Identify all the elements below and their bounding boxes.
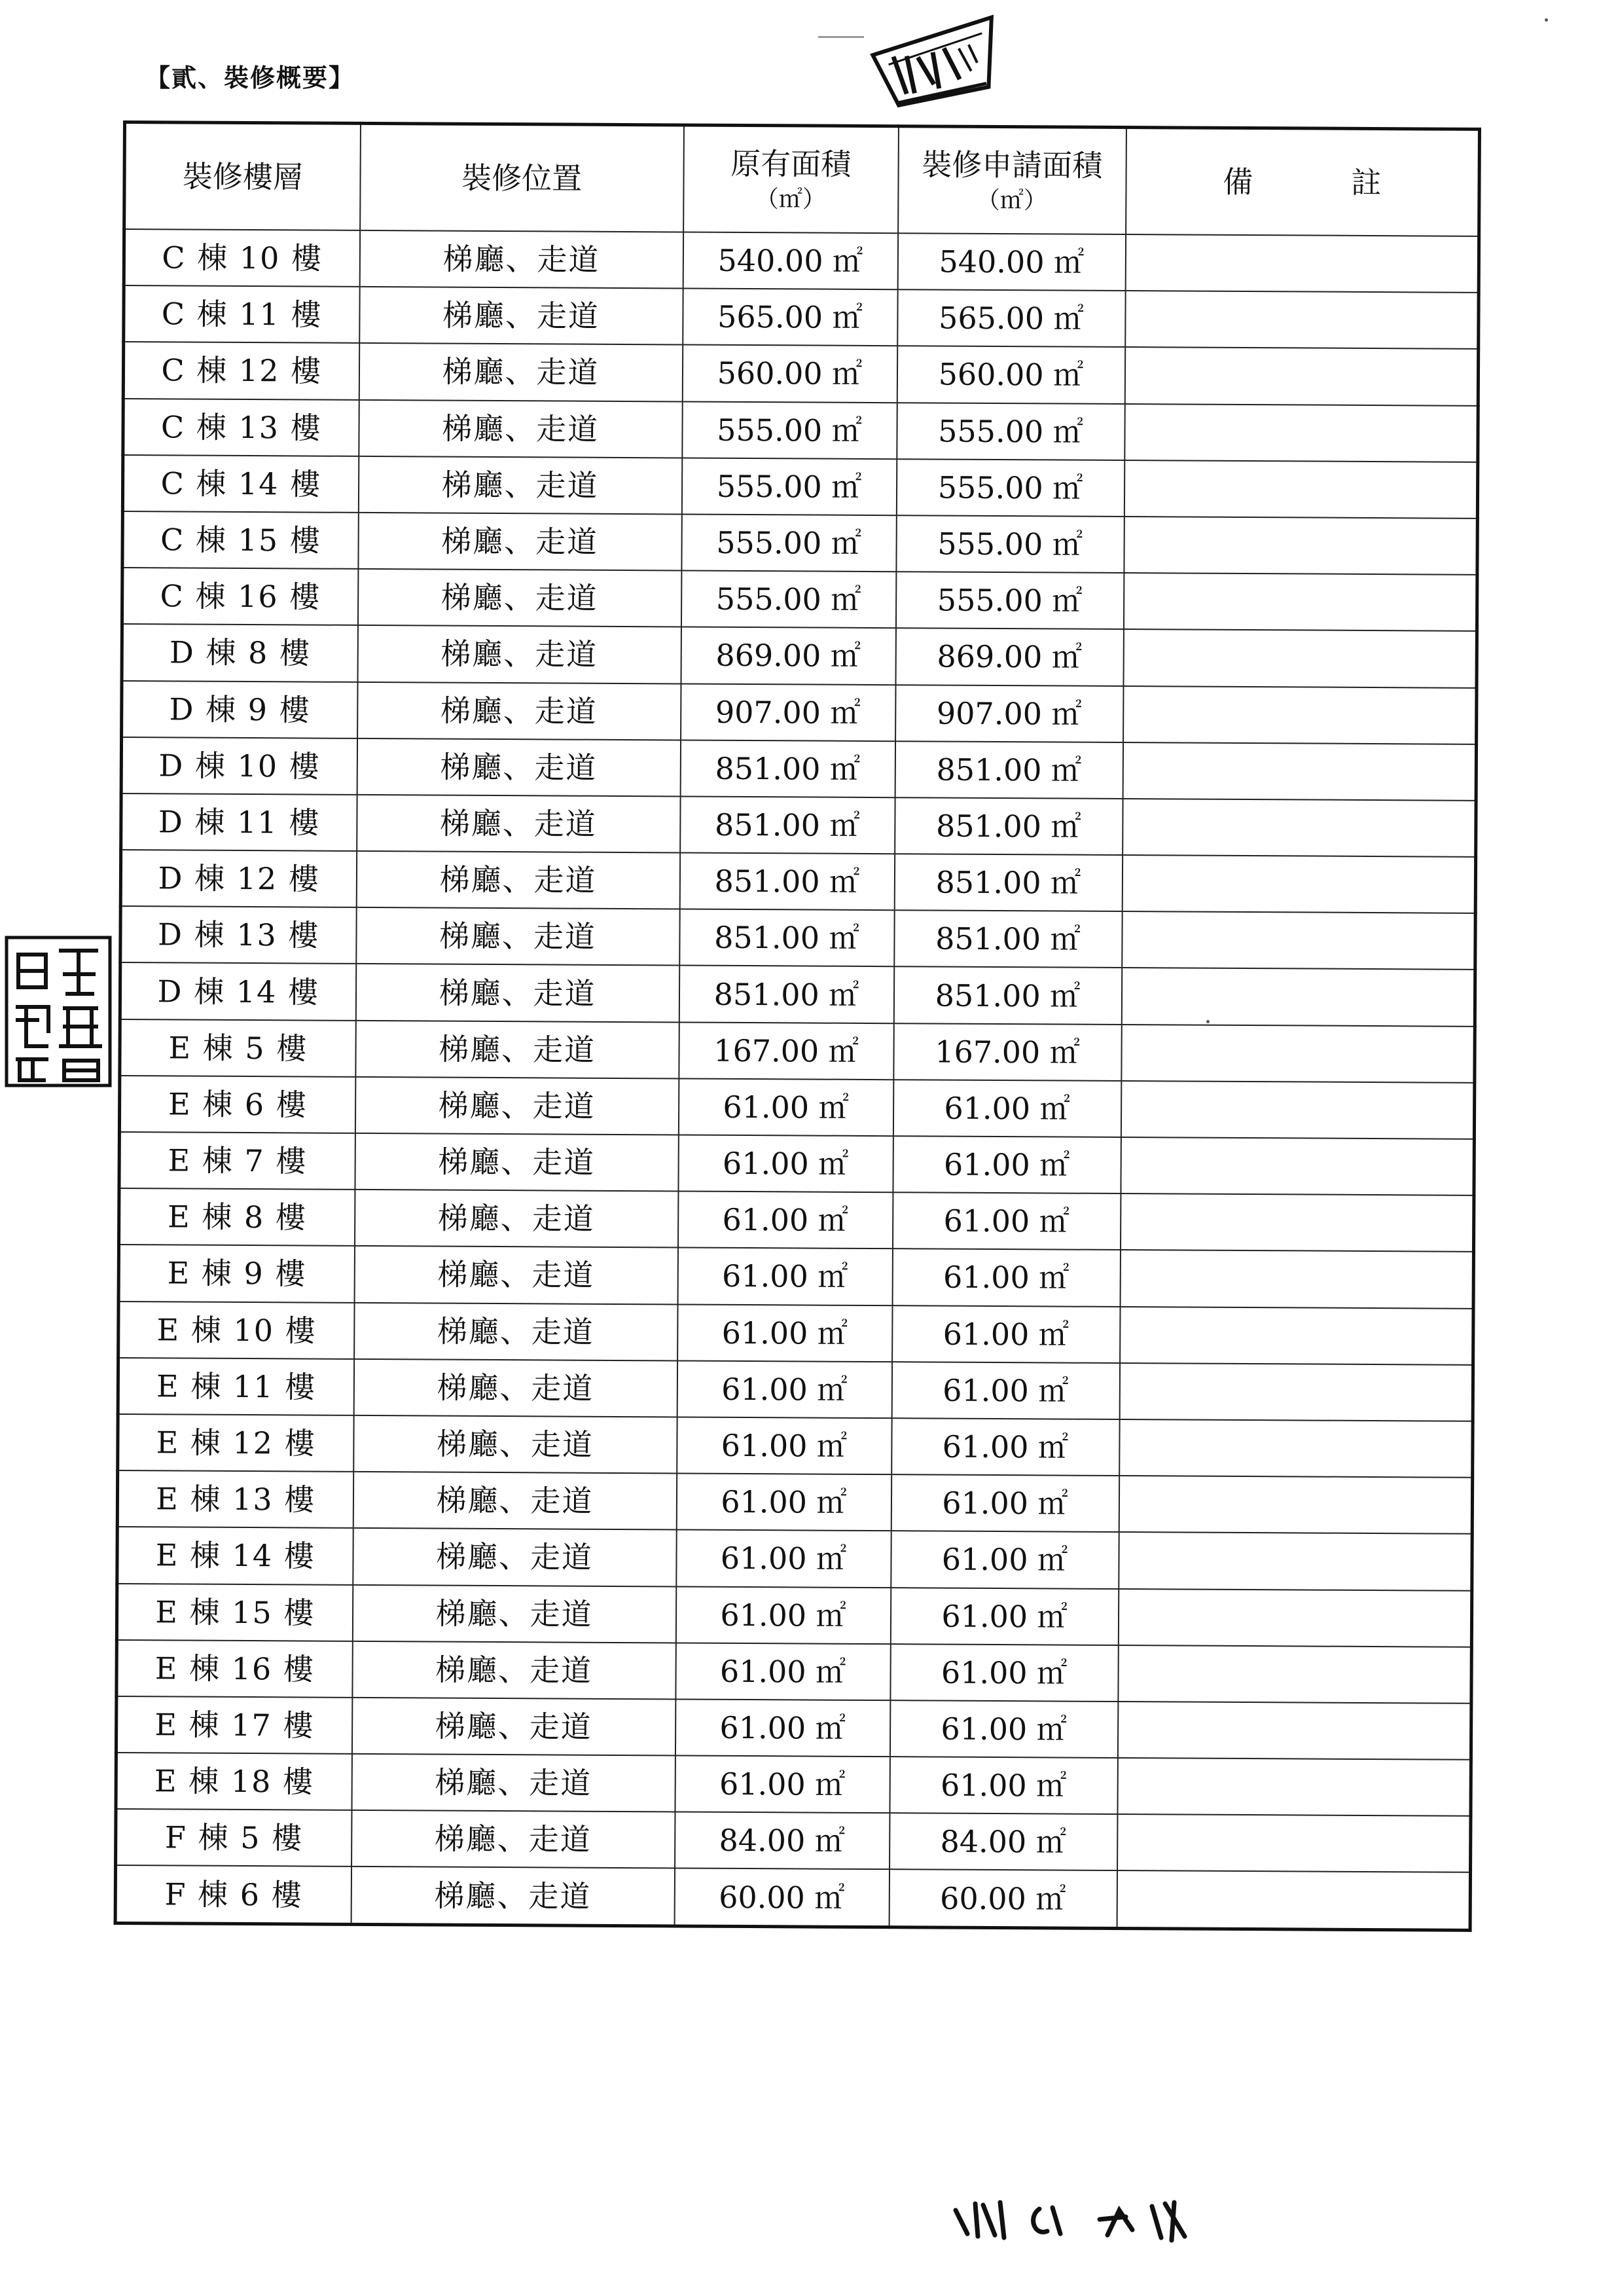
position-cell: 梯廳、走道 — [354, 1302, 677, 1360]
floor-cell: E 棟 11 樓 — [118, 1358, 353, 1415]
floor-cell: C 棟 11 樓 — [124, 285, 359, 343]
applied-area-cell: 907.00 ㎡ — [895, 685, 1123, 742]
position-cell: 梯廳、走道 — [359, 399, 682, 458]
applied-area-cell: 61.00 ㎡ — [890, 1588, 1118, 1645]
remarks-cell — [1125, 291, 1479, 349]
applied-area-cell: 61.00 ㎡ — [890, 1700, 1117, 1758]
floor-cell: D 棟 13 樓 — [120, 906, 356, 964]
table-row — [115, 1865, 1470, 1930]
original-area-cell: 61.00 ㎡ — [676, 1530, 891, 1588]
position-cell: 梯廳、走道 — [353, 1359, 677, 1417]
original-area-cell: 61.00 ㎡ — [675, 1643, 890, 1700]
table-row — [122, 455, 1477, 519]
floor-cell: C 棟 14 樓 — [122, 455, 358, 513]
floor-cell: E 棟 6 樓 — [119, 1076, 355, 1133]
position-cell: 梯廳、走道 — [359, 343, 682, 401]
original-area-cell: 60.00 ㎡ — [674, 1868, 889, 1927]
position-cell: 梯廳、走道 — [351, 1754, 675, 1812]
original-area-cell: 565.00 ㎡ — [683, 289, 897, 346]
header-original-area-unit: （㎡） — [755, 185, 826, 213]
position-cell: 梯廳、走道 — [358, 513, 681, 571]
floor-cell: F 棟 6 樓 — [115, 1865, 351, 1924]
remarks-cell — [1121, 1081, 1474, 1139]
floor-cell: E 棟 7 樓 — [119, 1132, 355, 1190]
original-area-cell: 907.00 ㎡ — [681, 683, 895, 741]
remarks-cell — [1123, 573, 1477, 631]
header-floor: 裝修樓層 — [124, 122, 361, 230]
applied-area-cell: 555.00 ㎡ — [896, 459, 1124, 517]
remarks-cell — [1123, 686, 1477, 744]
floor-cell: C 棟 13 樓 — [123, 399, 359, 456]
table-row — [118, 1358, 1473, 1421]
position-cell: 梯廳、走道 — [355, 1021, 679, 1079]
original-area-cell: 555.00 ㎡ — [681, 458, 896, 515]
renovation-summary-table — [114, 120, 1481, 1931]
remarks-cell — [1123, 629, 1477, 687]
position-cell: 梯廳、走道 — [359, 230, 683, 289]
applied-area-cell: 84.00 ㎡ — [890, 1813, 1117, 1870]
position-cell: 梯廳、走道 — [355, 1077, 678, 1135]
applied-area-cell: 869.00 ㎡ — [895, 629, 1123, 686]
table-row — [121, 737, 1476, 801]
position-cell: 梯廳、走道 — [353, 1528, 676, 1586]
remarks-cell — [1119, 1419, 1473, 1478]
table-row — [118, 1245, 1473, 1308]
floor-cell: E 棟 5 樓 — [120, 1019, 355, 1077]
table-row — [124, 229, 1479, 293]
position-cell: 梯廳、走道 — [357, 682, 681, 740]
table-row — [123, 342, 1478, 405]
original-area-cell: 61.00 ㎡ — [675, 1699, 890, 1757]
position-cell: 梯廳、走道 — [351, 1698, 675, 1756]
scan-speck — [1206, 1020, 1210, 1023]
table-body — [115, 229, 1479, 1930]
original-area-cell: 61.00 ㎡ — [677, 1360, 891, 1418]
floor-cell: E 棟 8 樓 — [119, 1188, 355, 1246]
table-row — [119, 1076, 1474, 1139]
position-cell: 梯廳、走道 — [357, 569, 681, 627]
remarks-cell — [1120, 1307, 1473, 1365]
applied-area-cell: 555.00 ㎡ — [896, 515, 1124, 573]
table-row — [116, 1809, 1471, 1872]
original-area-cell: 851.00 ㎡ — [679, 853, 894, 911]
table-row — [119, 1132, 1474, 1195]
remarks-cell — [1117, 1814, 1471, 1872]
floor-cell: D 棟 10 樓 — [121, 737, 357, 795]
table-row — [122, 624, 1477, 687]
floor-cell: E 棟 9 樓 — [118, 1245, 354, 1302]
position-cell: 梯廳、走道 — [355, 1190, 678, 1248]
remarks-cell — [1122, 911, 1475, 970]
position-cell: 梯廳、走道 — [351, 1867, 674, 1925]
position-cell: 梯廳、走道 — [355, 964, 679, 1022]
table-row — [117, 1470, 1472, 1534]
table-row — [117, 1640, 1471, 1704]
original-area-cell: 851.00 ㎡ — [679, 909, 894, 967]
floor-cell: E 棟 16 樓 — [117, 1640, 352, 1698]
floor-cell: C 棟 10 樓 — [124, 229, 359, 287]
original-area-cell: 84.00 ㎡ — [675, 1812, 890, 1870]
header-original-area: 原有面積 （㎡） — [683, 125, 899, 233]
table-row — [124, 285, 1479, 349]
original-area-cell: 555.00 ㎡ — [682, 401, 897, 459]
applied-area-cell: 851.00 ㎡ — [895, 741, 1123, 799]
remarks-cell — [1118, 1588, 1471, 1647]
original-area-cell: 61.00 ㎡ — [677, 1417, 891, 1474]
position-cell: 梯廳、走道 — [355, 1133, 678, 1192]
table-row — [118, 1302, 1473, 1365]
remarks-cell — [1124, 404, 1478, 462]
position-cell: 梯廳、走道 — [352, 1584, 675, 1643]
remarks-cell — [1123, 742, 1476, 801]
floor-cell: C 棟 15 樓 — [122, 511, 358, 569]
original-area-cell: 61.00 ㎡ — [678, 1078, 893, 1136]
table-row — [118, 1414, 1473, 1478]
remarks-cell — [1121, 1137, 1474, 1195]
position-cell: 梯廳、走道 — [359, 287, 683, 345]
floor-cell: D 棟 9 樓 — [122, 681, 357, 738]
original-area-cell: 61.00 ㎡ — [677, 1248, 892, 1305]
table-row — [120, 1019, 1475, 1083]
position-cell: 梯廳、走道 — [352, 1641, 675, 1700]
applied-area-cell: 61.00 ㎡ — [892, 1305, 1120, 1363]
original-area-cell: 555.00 ㎡ — [681, 514, 896, 572]
applied-area-cell: 61.00 ㎡ — [893, 1080, 1121, 1137]
position-cell: 梯廳、走道 — [353, 1472, 676, 1530]
position-cell: 梯廳、走道 — [358, 456, 681, 515]
scan-speck — [1545, 18, 1548, 22]
scan-fold-mark — [818, 36, 864, 38]
original-area-cell: 61.00 ㎡ — [678, 1135, 893, 1192]
floor-cell: C 棟 12 樓 — [123, 342, 359, 399]
applied-area-cell: 61.00 ㎡ — [893, 1136, 1121, 1194]
floor-cell: D 棟 14 樓 — [120, 962, 355, 1020]
applied-area-cell: 851.00 ㎡ — [893, 967, 1121, 1025]
remarks-cell — [1121, 968, 1475, 1026]
applied-area-cell: 560.00 ㎡ — [897, 346, 1124, 404]
remarks-cell — [1119, 1476, 1472, 1534]
table-row — [117, 1527, 1472, 1590]
remarks-cell — [1124, 460, 1477, 519]
table-row — [117, 1583, 1471, 1647]
floor-cell: E 棟 14 樓 — [117, 1527, 353, 1584]
remarks-cell — [1123, 799, 1476, 857]
remarks-cell — [1118, 1645, 1471, 1704]
original-area-cell: 851.00 ㎡ — [679, 966, 893, 1023]
table-row — [120, 850, 1475, 913]
applied-area-cell: 61.00 ㎡ — [892, 1249, 1120, 1307]
applied-area-cell: 61.00 ㎡ — [891, 1531, 1119, 1588]
position-cell: 梯廳、走道 — [353, 1415, 677, 1474]
original-area-cell: 540.00 ㎡ — [683, 232, 897, 289]
applied-area-cell: 61.00 ㎡ — [891, 1418, 1119, 1476]
table-row — [122, 568, 1477, 631]
floor-cell: E 棟 15 樓 — [117, 1583, 352, 1641]
position-cell: 梯廳、走道 — [357, 738, 680, 797]
square-seal-icon — [0, 935, 117, 1089]
remarks-cell — [1117, 1758, 1471, 1816]
applied-area-cell: 851.00 ㎡ — [895, 797, 1123, 855]
original-area-cell: 560.00 ㎡ — [682, 345, 897, 403]
applied-area-cell: 61.00 ㎡ — [892, 1192, 1120, 1250]
applied-area-cell: 565.00 ㎡ — [897, 289, 1125, 347]
position-cell: 梯廳、走道 — [356, 907, 679, 966]
table-row — [119, 1188, 1474, 1252]
remarks-cell — [1119, 1363, 1473, 1421]
original-area-cell: 61.00 ㎡ — [675, 1586, 890, 1644]
remarks-cell — [1124, 517, 1477, 575]
applied-area-cell: 851.00 ㎡ — [894, 910, 1122, 968]
header-position: 裝修位置 — [360, 123, 684, 232]
position-cell: 梯廳、走道 — [357, 795, 680, 853]
floor-cell: E 棟 10 樓 — [118, 1302, 354, 1359]
applied-area-cell: 555.00 ㎡ — [897, 403, 1124, 460]
table-row — [122, 681, 1477, 744]
remarks-cell — [1117, 1702, 1471, 1760]
applied-area-cell: 60.00 ㎡ — [889, 1870, 1117, 1929]
remarks-cell — [1119, 1532, 1472, 1590]
remarks-cell — [1125, 234, 1479, 293]
floor-cell: F 棟 5 樓 — [116, 1809, 351, 1867]
original-area-cell: 61.00 ㎡ — [677, 1192, 892, 1249]
original-area-cell: 555.00 ㎡ — [681, 571, 895, 629]
remarks-cell — [1120, 1250, 1473, 1308]
table-row — [120, 962, 1475, 1026]
table-row — [116, 1696, 1471, 1760]
applied-area-cell: 540.00 ㎡ — [897, 233, 1125, 291]
remarks-cell — [1117, 1870, 1470, 1930]
table-row — [123, 399, 1478, 462]
position-cell: 梯廳、走道 — [357, 625, 681, 683]
floor-cell: D 棟 8 樓 — [122, 624, 357, 682]
applied-area-cell: 167.00 ㎡ — [893, 1023, 1121, 1081]
floor-cell: E 棟 17 樓 — [116, 1696, 351, 1754]
remarks-cell — [1120, 1194, 1473, 1252]
table-header-row — [124, 122, 1480, 236]
applied-area-cell: 851.00 ㎡ — [894, 854, 1122, 911]
applied-area-cell: 61.00 ㎡ — [891, 1474, 1119, 1532]
remarks-cell — [1121, 1025, 1475, 1083]
original-area-cell: 851.00 ㎡ — [680, 796, 895, 854]
floor-cell: E 棟 18 樓 — [116, 1753, 351, 1810]
remarks-cell — [1122, 855, 1475, 913]
table-row — [121, 793, 1476, 857]
floor-cell: E 棟 12 樓 — [118, 1414, 353, 1472]
section-heading: 【貳、裝修概要】 — [145, 63, 355, 92]
table-row — [122, 511, 1477, 575]
header-applied-area: 裝修申請面積 （㎡） — [898, 126, 1126, 234]
table-row — [120, 906, 1475, 970]
handwritten-signature-icon — [943, 2193, 1191, 2250]
original-area-cell: 167.00 ㎡ — [679, 1022, 893, 1080]
remarks-cell — [1124, 347, 1478, 405]
rectangular-stamp-icon — [863, 10, 1015, 118]
applied-area-cell: 555.00 ㎡ — [895, 572, 1123, 629]
original-area-cell: 869.00 ㎡ — [681, 627, 895, 685]
header-applied-area-unit: （㎡） — [976, 187, 1047, 215]
position-cell: 梯廳、走道 — [356, 851, 679, 909]
applied-area-cell: 61.00 ㎡ — [891, 1362, 1119, 1419]
applied-area-cell: 61.00 ㎡ — [890, 1757, 1117, 1814]
header-remarks: 備 註 — [1126, 128, 1480, 236]
original-area-cell: 61.00 ㎡ — [676, 1474, 891, 1531]
position-cell: 梯廳、走道 — [354, 1246, 677, 1304]
table-row — [116, 1753, 1471, 1816]
applied-area-cell: 61.00 ㎡ — [890, 1644, 1118, 1702]
floor-cell: D 棟 12 樓 — [120, 850, 356, 907]
original-area-cell: 61.00 ㎡ — [675, 1756, 890, 1813]
original-area-cell: 61.00 ㎡ — [677, 1304, 892, 1362]
position-cell: 梯廳、走道 — [351, 1810, 675, 1868]
floor-cell: C 棟 16 樓 — [122, 568, 357, 625]
original-area-cell: 851.00 ㎡ — [680, 740, 895, 797]
floor-cell: E 棟 13 樓 — [117, 1470, 353, 1528]
floor-cell: D 棟 11 樓 — [121, 793, 357, 851]
